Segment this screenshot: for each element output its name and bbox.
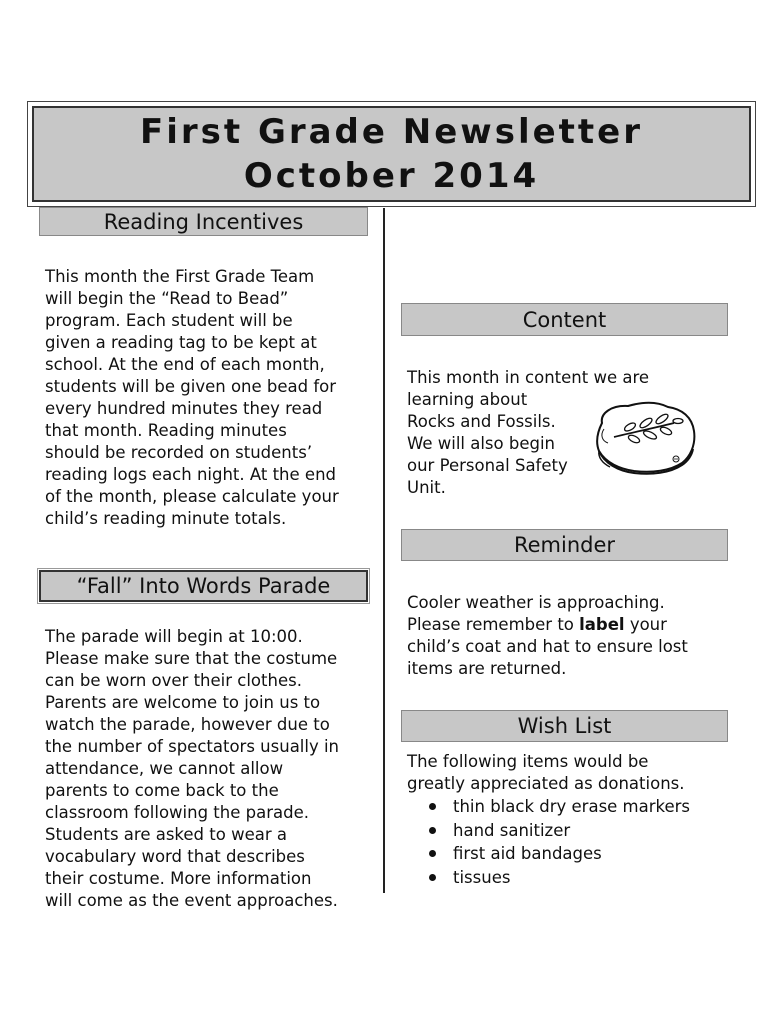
list-item-label: tissues (453, 867, 511, 887)
text-line: watch the parade, however due to (45, 715, 330, 734)
wish-list-heading: Wish List (401, 710, 728, 742)
text-fragment: Please remember to (407, 615, 580, 634)
list-item (426, 795, 690, 819)
text-line: The parade will begin at 10:00. (45, 627, 303, 646)
list-item-label: thin black dry erase markers (453, 797, 691, 816)
bullet-icon (429, 850, 436, 857)
text-line: Cooler weather is approaching. (407, 593, 665, 612)
reading-incentives-text (45, 266, 339, 530)
text-line (407, 614, 688, 636)
text-line: given a reading tag to be kept at (45, 333, 317, 352)
text-line: our Personal Safety (407, 456, 568, 475)
text-line: learning about (407, 390, 528, 409)
newsletter-title-panel (32, 106, 751, 202)
bullet-icon (429, 827, 436, 834)
text-line: This month the First Grade Team (45, 267, 315, 286)
text-line: We will also begin (407, 434, 556, 453)
parade-heading: “Fall” Into Words Parade (39, 570, 368, 602)
text-line: child’s reading minute totals. (45, 509, 287, 528)
reminder-heading: Reminder (401, 529, 728, 561)
text-line: The following items would be (407, 752, 649, 771)
text-line: of the month, please calculate your (45, 487, 339, 506)
reading-incentives-heading: Reading Incentives (39, 207, 368, 236)
emphasized-word: label (579, 615, 625, 634)
text-line: items are returned. (407, 659, 567, 678)
text-line: their costume. More information (45, 869, 312, 888)
text-line: child’s coat and hat to ensure lost (407, 637, 688, 656)
text-line: This month in content we are (407, 368, 650, 387)
text-line: Parents are welcome to join us to (45, 693, 321, 712)
text-fragment: your (624, 615, 667, 634)
parade-text (45, 626, 339, 912)
text-line: students will be given one bead for (45, 377, 337, 396)
text-line: vocabulary word that describes (45, 847, 305, 866)
list-item (426, 842, 690, 866)
text-line: will begin the “Read to Bead” (45, 289, 289, 308)
wish-list (426, 795, 690, 889)
content-heading: Content (401, 303, 728, 336)
text-line: Please make sure that the costume (45, 649, 338, 668)
list-item (426, 866, 690, 890)
text-line: should be recorded on students’ (45, 443, 313, 462)
bullet-icon (429, 874, 436, 881)
bullet-icon (429, 803, 436, 810)
text-line: the number of spectators usually in (45, 737, 340, 756)
text-line: classroom following the parade. (45, 803, 309, 822)
text-line: will come as the event approaches. (45, 891, 338, 910)
text-line: Rocks and Fossils. (407, 412, 556, 431)
newsletter-title-box (27, 101, 756, 207)
text-line: every hundred minutes they read (45, 399, 323, 418)
column-divider (383, 208, 385, 893)
text-line: can be worn over their clothes. (45, 671, 302, 690)
text-line: parents to come back to the (45, 781, 279, 800)
newsletter-date: October 2014 (243, 156, 540, 196)
list-item-label: first aid bandages (453, 844, 602, 863)
list-item-label: hand sanitizer (453, 820, 571, 840)
text-line: Students are asked to wear a (45, 825, 287, 844)
text-line: greatly appreciated as donations. (407, 774, 685, 793)
text-line: school. At the end of each month, (45, 355, 325, 374)
wish-list-intro (407, 751, 685, 795)
fossil-rock-icon (590, 393, 700, 485)
text-line: that month. Reading minutes (45, 421, 287, 440)
text-line: Unit. (407, 478, 446, 497)
list-item (426, 819, 690, 843)
reminder-text (407, 592, 688, 680)
text-line: attendance, we cannot allow (45, 759, 284, 778)
text-line: program. Each student will be (45, 311, 293, 330)
text-line: reading logs each night. At the end (45, 465, 336, 484)
newsletter-title: First Grade Newsletter (139, 112, 644, 152)
